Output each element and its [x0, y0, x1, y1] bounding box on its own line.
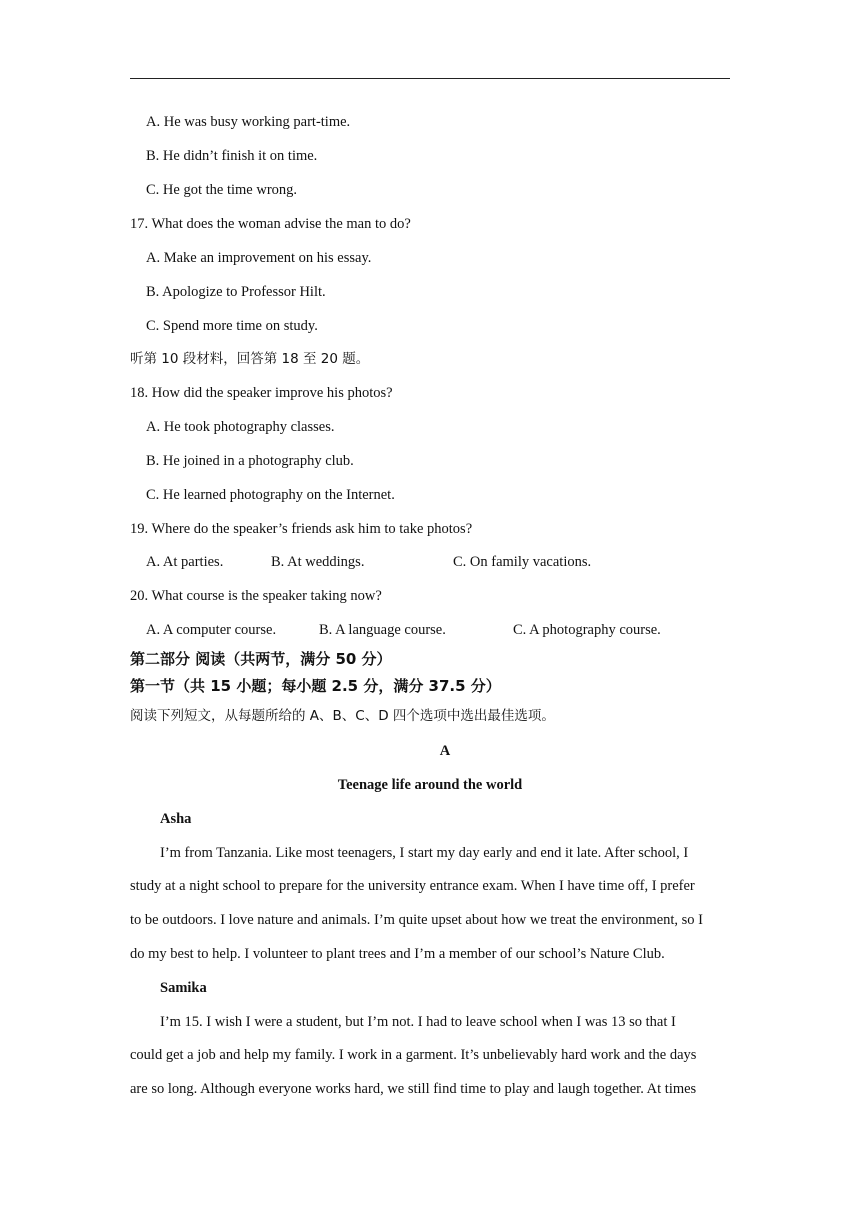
q20-question: 20. What course is the speaker taking now? [130, 588, 382, 604]
q17-option-a: A. Make an improvement on his essay. [146, 250, 372, 266]
asha-line-1: I’m from Tanzania. Like most teenagers, I start my day early and end it late. After school, I [160, 845, 689, 861]
samika-line-3: are so long. Although everyone works hard, we still find time to play and laugh together. At times [130, 1081, 697, 1097]
q18-option-c: C. He learned photography on the Internet. [146, 487, 395, 503]
samika-name: Samika [160, 980, 207, 996]
q18-option-a: A. He took photography classes. [146, 419, 335, 435]
passage-letter: A [439, 743, 451, 759]
q16-option-c: C. He got the time wrong. [146, 182, 298, 198]
q16-option-a: A. He was busy working part-time. [146, 114, 351, 130]
samika-line-2: could get a job and help my family. I work in a garment. It’s unbelievably hard work and the days [130, 1047, 697, 1063]
q20-option-b: B. A language course. [319, 622, 446, 638]
header-rule [130, 78, 730, 79]
q19-option-a: A. At parties. [146, 554, 224, 570]
q19-option-b: B. At weddings. [271, 554, 365, 570]
samika-line-1: I’m 15. I wish I were a student, but I’m not. I had to leave school when I was 13 so that I [160, 1014, 676, 1030]
listening-instruction: 听第 10 段材料，回答第 18 至 20 题。 [130, 351, 370, 367]
q19-option-c: C. On family vacations. [453, 554, 592, 570]
q17-option-b: B. Apologize to Professor Hilt. [146, 284, 326, 300]
q17-option-c: C. Spend more time on study. [146, 318, 318, 334]
asha-name: Asha [160, 811, 192, 827]
q20-option-c: C. A photography course. [513, 622, 661, 638]
passage-title: Teenage life around the world [337, 777, 523, 793]
part2-heading: 第二部分 阅读（共两节，满分 50 分） [130, 650, 392, 668]
q18-question: 18. How did the speaker improve his photos? [130, 385, 393, 401]
reading-instruction: 阅读下列短文，从每题所给的 A、B、C、D 四个选项中选出最佳选项。 [130, 708, 555, 724]
asha-line-3: to be outdoors. I love nature and animals. I’m quite upset about how we treat the environment, so I [130, 912, 704, 928]
q17-question: 17. What does the woman advise the man to do? [130, 216, 411, 232]
q19-question: 19. Where do the speaker’s friends ask him to take photos? [130, 521, 473, 537]
q20-option-a: A. A computer course. [146, 622, 277, 638]
section1-heading: 第一节（共 15 小题；每小题 2.5 分，满分 37.5 分） [130, 677, 501, 695]
asha-line-4: do my best to help. I volunteer to plant trees and I’m a member of our school’s Nature Club. [130, 946, 665, 962]
q16-option-b: B. He didn’t finish it on time. [146, 148, 318, 164]
asha-line-2: study at a night school to prepare for the university entrance exam. When I have time off, I prefer [130, 878, 695, 894]
q18-option-b: B. He joined in a photography club. [146, 453, 354, 469]
